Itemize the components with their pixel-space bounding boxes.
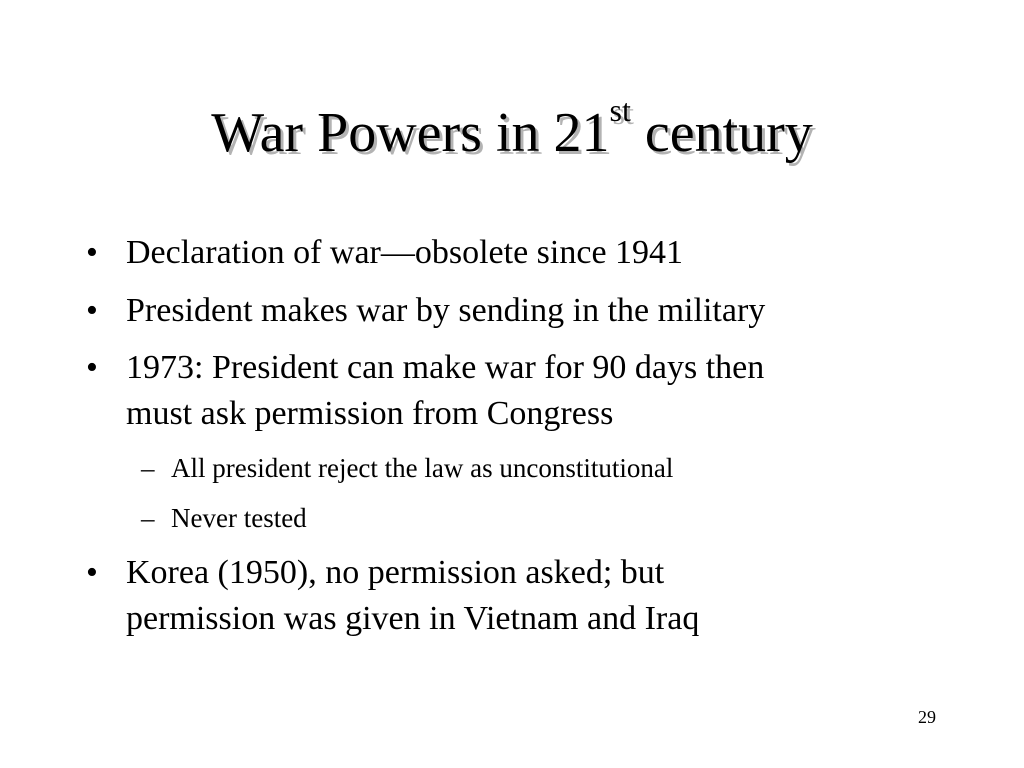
bullet-text: President makes war by sending in the military bbox=[126, 292, 766, 329]
sub-bullet-text: Never tested bbox=[171, 503, 307, 533]
slide-title-main: War Powers in 21 bbox=[211, 102, 610, 164]
bullet-item bbox=[86, 230, 906, 276]
slide-title-superscript: st bbox=[609, 92, 631, 128]
sub-bullet-item bbox=[141, 450, 891, 486]
bullet-icon: • bbox=[86, 349, 98, 386]
bullet-icon: • bbox=[86, 292, 98, 329]
dash-icon: – bbox=[141, 503, 155, 533]
bullet-text-line: must ask permission from Congress bbox=[126, 395, 614, 432]
bullet-text-line: 1973: President can make war for 90 days then bbox=[126, 349, 765, 386]
sub-bullet-text: All president reject the law as unconstitutional bbox=[171, 453, 674, 483]
bullet-text-line: permission was given in Vietnam and Iraq bbox=[126, 600, 700, 637]
bullet-text-line: Korea (1950), no permission asked; but bbox=[126, 554, 665, 591]
slide-title-tail: century bbox=[630, 102, 813, 164]
bullet-icon: • bbox=[86, 554, 98, 591]
bullet-item bbox=[86, 550, 906, 642]
page-number: 29 bbox=[918, 707, 936, 727]
dash-icon: – bbox=[141, 453, 155, 483]
bullet-text: Declaration of war—obsolete since 1941 bbox=[126, 234, 684, 271]
bullet-item bbox=[86, 345, 906, 437]
bullet-item bbox=[86, 288, 906, 334]
sub-bullet-item bbox=[141, 500, 891, 536]
bullet-icon: • bbox=[86, 234, 98, 271]
